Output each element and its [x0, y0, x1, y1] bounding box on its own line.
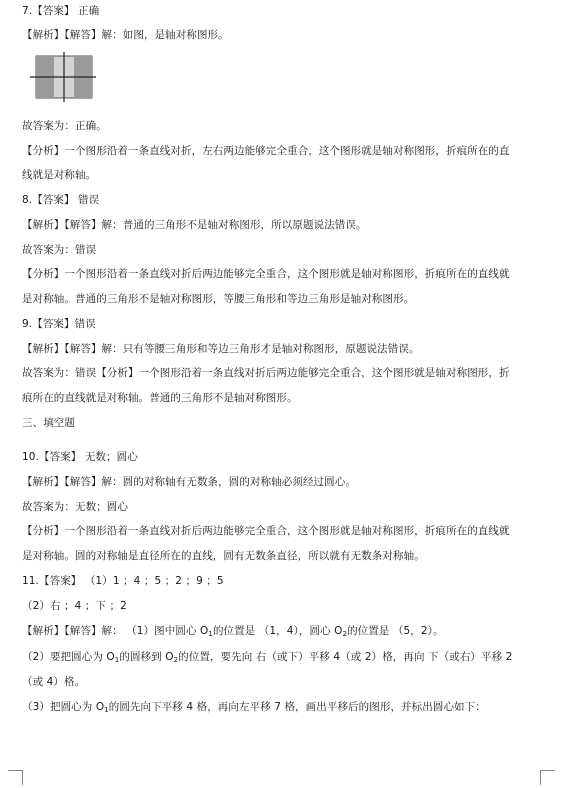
- q7-analysis-1: 【分析】一个图形沿着一条直线对折，左右两边能够完全重合，这个图形就是轴对称图形，折痕所在的直: [22, 145, 510, 157]
- q7-conclusion: 故答案为：正确。: [22, 120, 107, 132]
- q9-answer: 9.【答案】错误: [22, 318, 96, 330]
- q7-analysis-2: 线就是对称轴。: [22, 169, 97, 181]
- q8-conclusion: 故答案为：错误: [22, 244, 97, 256]
- q11-explanation-2: （2）要把圆心为 $O_1$的圆移到 $O_2$的位置，要先向 右（或下）平移 4（或 2）格，再向 下（或右）平移 2: [22, 651, 513, 664]
- q8-analysis-2: 是对称轴。普通的三角形不是轴对称图形，等腰三角形和等边三角形是轴对称图形。: [22, 293, 415, 305]
- q11-answer-2: （2）右 ；4 ；下 ；2: [22, 600, 127, 612]
- page-corner-mark-right: [540, 770, 555, 785]
- q11-explanation-1: 【解析】【解答】解： （1）图中圆心 $O_1$的位置是 （1，4），圆心 $O_2$的位置是 （5，2）。: [22, 625, 444, 638]
- section-heading: 三、填空题: [22, 417, 75, 429]
- q10-analysis-2: 是对称轴。圆的对称轴是直径所在的直线，圆有无数条直径，所以就有无数条对称轴。: [22, 550, 425, 562]
- q10-analysis-1: 【分析】一个图形沿着一条直线对折后两边能够完全重合，这个图形就是轴对称图形，折痕所在的直线就: [22, 525, 510, 537]
- symmetric-figure: [30, 52, 96, 102]
- q8-explanation: 【解析】【解答】解：普通的三角形不是轴对称图形，所以原题说法错误。: [22, 219, 367, 231]
- q9-conclusion-1: 故答案为：错误【分析】一个图形沿着一条直线对折后两边能够完全重合，这个图形就是轴对称图形，折: [22, 367, 510, 379]
- q9-explanation: 【解析】【解答】解：只有等腰三角形和等边三角形才是轴对称图形，原题说法错误。: [22, 343, 420, 355]
- q11-answer-1: 11.【答案】 （1）1 ；4 ；5 ；2 ；9 ；5: [22, 575, 224, 587]
- q8-answer: 8.【答案】 错误: [22, 194, 100, 206]
- q10-explanation: 【解析】【解答】解：圆的对称轴有无数条，圆的对称轴必须经过圆心。: [22, 476, 356, 488]
- q7-explanation: 【解析】【解答】解：如图，是轴对称图形。: [22, 29, 229, 41]
- q11-explanation-3: （或 4）格。: [22, 676, 86, 688]
- q10-answer: 10.【答案】 无数；圆心: [22, 451, 138, 463]
- q11-explanation-4: （3）把圆心为 $O_1$的圆先向下平移 4 格，再向左平移 7 格，画出平移后的图形，并标出圆心如下：: [22, 701, 486, 714]
- q7-answer: 7.【答案】 正确: [22, 5, 100, 17]
- q10-conclusion: 故答案为：无数；圆心: [22, 501, 128, 513]
- page-corner-mark-left: [8, 770, 23, 785]
- q8-analysis-1: 【分析】一个图形沿着一条直线对折后两边能够完全重合，这个图形就是轴对称图形，折痕所在的直线就: [22, 268, 510, 280]
- q9-conclusion-2: 痕所在的直线就是对称轴。普通的三角形不是轴对称图形。: [22, 392, 298, 404]
